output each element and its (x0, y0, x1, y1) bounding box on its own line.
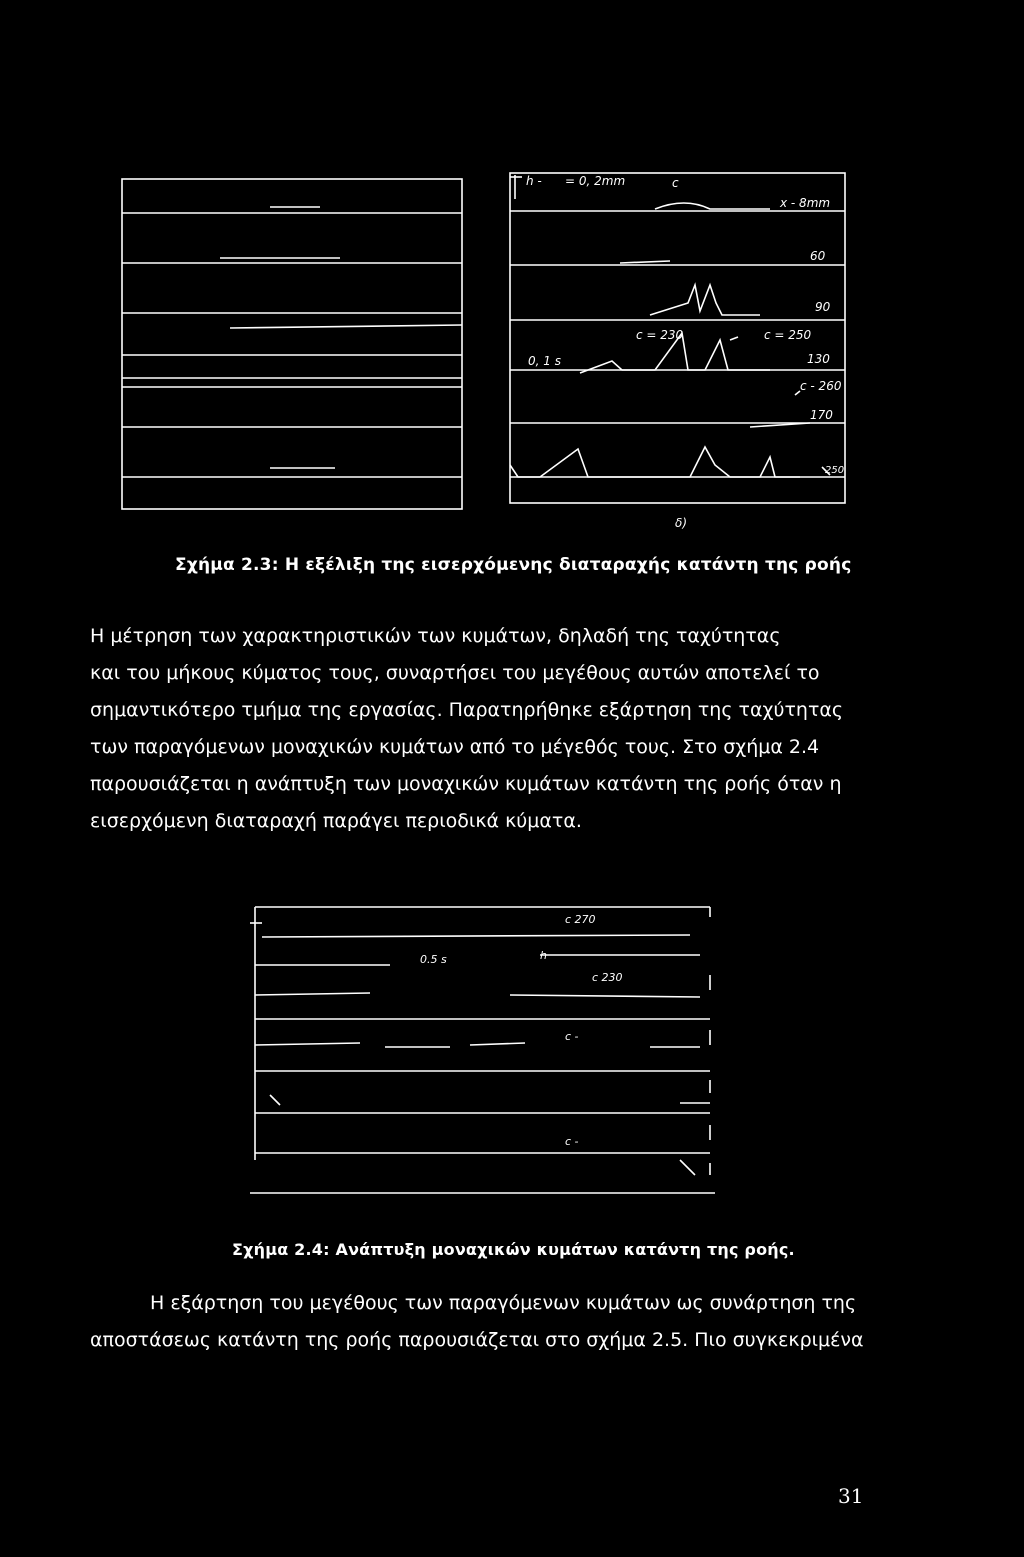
paragraph-2-line: αποστάσεως κατάντη της ροής παρουσιάζεται στο σχήμα 2.5. Πιο συγκεκριμένα (90, 1329, 864, 1351)
figure-2-4 (240, 895, 730, 1205)
label-c-minus-2: c - (565, 1135, 579, 1148)
label-x: x - 8mm (780, 196, 831, 210)
page-number: 31 (838, 1484, 864, 1508)
paragraph-1-line: και του μήκους κύματος τους, συναρτήσει του μεγέθους αυτών αποτελεί το (90, 662, 820, 684)
label-250: 250 (825, 465, 845, 476)
figure-2-3-plot (110, 165, 860, 535)
label-60: 60 (810, 249, 826, 263)
paragraph-2-line: Η εξάρτηση του μεγέθους των παραγόμενων κυμάτων ως συνάρτηση της (150, 1292, 857, 1314)
paragraph-1 (90, 618, 950, 840)
label-h: h - (526, 174, 542, 188)
caption-figure-2-3: Σχήμα 2.3: Η εξέλιξη της εισερχόμενης διαταραχής κατάντη της ροής (175, 555, 852, 575)
label-c260: c - 260 (800, 379, 842, 393)
paragraph-1-line: Η μέτρηση των χαρακτηριστικών των κυμάτων, δηλαδή της ταχύτητας (90, 625, 781, 647)
label-h-value: = 0, 2mm (565, 174, 626, 188)
paragraph-1-line: εισερχόμενη διαταραχή παράγει περιοδικά κύματα. (90, 810, 582, 832)
label-h: h (540, 949, 547, 962)
label-170: 170 (810, 408, 833, 422)
paragraph-1-line: σημαντικότερο τμήμα της εργασίας. Παρατηρήθηκε εξάρτηση της ταχύτητας (90, 699, 844, 721)
figure-2-4-plot (240, 895, 730, 1205)
label-t015: 0, 1 s (528, 354, 561, 368)
label-c230: c 230 (592, 971, 623, 984)
paragraph-1-line: των παραγόμενων μοναχικών κυμάτων από το μέγεθός τους. Στο σχήμα 2.4 (90, 736, 820, 758)
label-90: 90 (815, 300, 831, 314)
label-c-minus-1: c - (565, 1030, 579, 1043)
caption-figure-2-4: Σχήμα 2.4: Ανάπτυξη μοναχικών κυμάτων κατάντη της ροής. (232, 1240, 795, 1259)
label-130: 130 (807, 352, 830, 366)
label-c270: c 270 (565, 913, 596, 926)
figure-2-3 (110, 165, 860, 535)
label-c250: c = 250 (764, 328, 812, 342)
paragraph-1-line: παρουσιάζεται η ανάπτυξη των μοναχικών κυμάτων κατάντη της ροής όταν η (90, 773, 842, 795)
label-c-top: c (672, 176, 679, 190)
label-c230: c = 230 (636, 328, 684, 342)
label-panel: δ) (675, 516, 688, 530)
paragraph-2 (90, 1285, 950, 1359)
label-os: 0.5 s (420, 953, 447, 966)
